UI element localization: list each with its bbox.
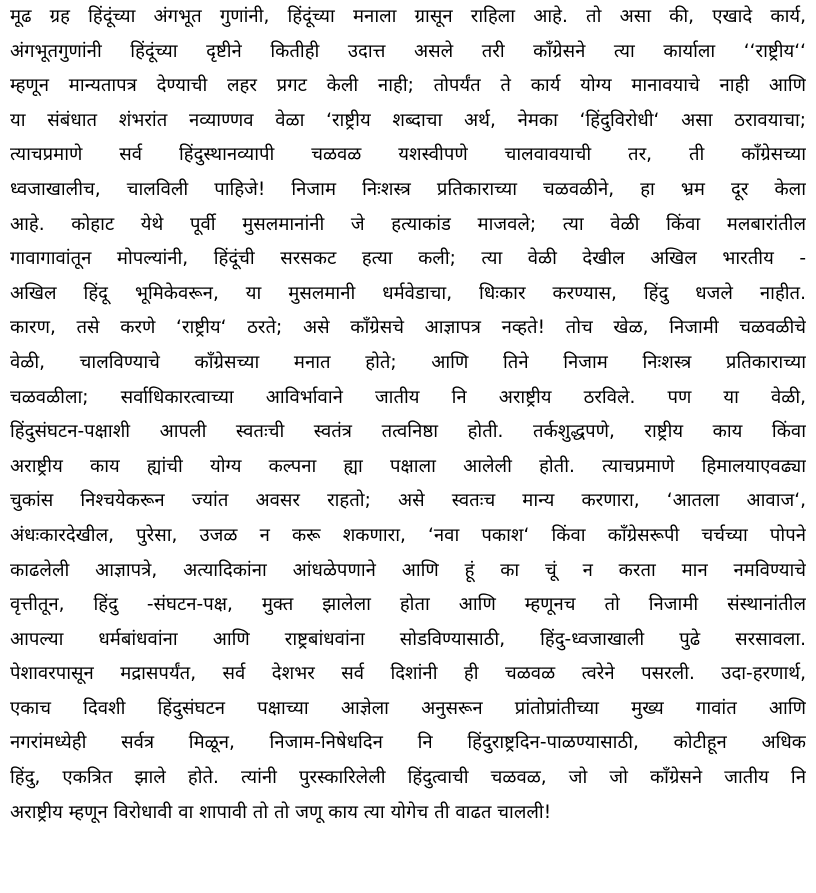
- text-line: मूढ ग्रह हिंदूंच्या अंगभूत गुणांनी, हिंदूंच्या मनाला ग्रासून राहिला आहे. तो असा की, एखादे कार्य,: [10, 6, 806, 27]
- text-line: पेशावरपासून मद्रासपर्यंत, सर्व देशभर सर्व दिशांनी ही चळवळ त्वरेने पसरली. उदा-हरणार्थ,: [10, 663, 806, 685]
- text-line: हिंदु, एकत्रित झाले होते. त्यांनी पुरस्कारिलेली हिंदुत्वाची चळवळ, जो जो कॉंग्रेसने जातीय नि: [10, 767, 806, 789]
- text-line: अखिल हिंदू भूमिकेवरून, या मुसलमानी धर्मवेडाचा, धिःकार करण्यास, हिंदु धजले नाहीत.: [10, 282, 806, 304]
- text-line: म्हणून मान्यतापत्र देण्याची लहर प्रगट केली नाही; तोपर्यंत ते कार्य योग्य मानावयाचे नाही आणि: [10, 75, 806, 97]
- text-line: काढलेली आज्ञापत्रे, अत्यादिकांना आंधळेपणाने आणि हूं का चूं न करता मान नमविण्याचे: [10, 559, 806, 581]
- text-line: नगरांमध्येही सर्वत्र मिळून, निजाम-निषेधदिन नि हिंदुराष्ट्रदिन-पाळण्यासाठी, कोटीहून अधिक: [10, 732, 806, 754]
- text-line: गावागावांतून मोपल्यांनी, हिंदूंची सरसकट हत्या कली; त्या वेळी देखील अखिल भारतीय -: [10, 248, 806, 270]
- text-line: हिंदुसंघटन-पक्षाशी आपली स्वतःची स्वतंत्र तत्वनिष्ठा होती. तर्कशुद्धपणे, राष्ट्रीय काय किंवा: [10, 421, 806, 443]
- text-line: कारण, तसे करणे ‘राष्ट्रीय‘ ठरते; असे कॉंग्रेसचे आज्ञापत्र नव्हते! तोच खेळ, निजामी चळवळीचे: [10, 317, 806, 339]
- text-line: ध्वजाखालीच, चालविली पाहिजे! निजाम निःशस्त्र प्रतिकाराच्या चळवळीने, हा भ्रम दूर केला: [10, 178, 806, 200]
- paragraph: [10, 0, 806, 830]
- text-line: आहे. कोहाट येथे पूर्वी मुसलमानांनी जे हत्याकांड माजवले; त्या वेळी किंवा मलबारांतील: [10, 213, 806, 235]
- text-line: अंधःकारदेखील, पुरेसा, उजळ न करू शकणारा, ‘नवा पकाश‘ किंवा कॉंग्रेसरूपी चर्चच्या पोपने: [10, 524, 806, 546]
- text-line: वेळी, चालविण्याचे कॉंग्रेसच्या मनात होते; आणि तिने निजाम निःशस्त्र प्रतिकाराच्या: [10, 351, 806, 373]
- text-line: अराष्ट्रीय काय ह्यांची योग्य कल्पना ह्या पक्षाला आलेली होती. त्याचप्रमाणे हिमालयाएवढ्या: [10, 455, 806, 477]
- text-line: अंगभूतगुणांनी हिंदूंच्या दृष्टीने कितीही उदात्त असले तरी कॉंग्रेसने त्या कार्याला ‘‘राष्ट्रीय‘‘: [10, 40, 806, 62]
- text-line: अराष्ट्रीय म्हणून विरोधावी वा शापावी तो तो जणू काय त्या योगेच ती वाढत चालली!: [10, 801, 552, 823]
- text-line: त्याचप्रमाणे सर्व हिंदुस्थानव्यापी चळवळ यशस्वीपणे चालवावयाची तर, ती कॉंग्रेसच्या: [10, 144, 806, 166]
- text-line: चळवळीला; सर्वाधिकारत्वाच्या आविर्भावाने जातीय नि अराष्ट्रीय ठरविले. पण या वेळी,: [10, 386, 806, 408]
- text-line: वृत्तीतून, हिंदु -संघटन-पक्ष, मुक्त झालेला होता आणि म्हणूनच तो निजामी संस्थानांतील: [10, 594, 806, 616]
- text-line: आपल्या धर्मबांधवांना आणि राष्ट्रबांधवांना सोडविण्यासाठी, हिंदु-ध्वजाखाली पुढे सरसावला.: [10, 628, 806, 650]
- text-line: चुकांस निश्चयेकरून ज्यांत अवसर राहतो; असे स्वतःच मान्य करणारा, ‘आतला आवाज‘,: [10, 490, 806, 512]
- text-line: एकाच दिवशी हिंदुसंघटन पक्षाच्या आज्ञेला अनुसरून प्रांतोप्रांतीच्या मुख्य गावांत आणि: [10, 697, 806, 719]
- text-line: या संबंधात शंभरांत नव्याण्णव वेळा ‘राष्ट्रीय शब्दाचा अर्थ, नेमका ‘हिंदुविरोधी‘ असा ठरावयाचा;: [10, 109, 806, 131]
